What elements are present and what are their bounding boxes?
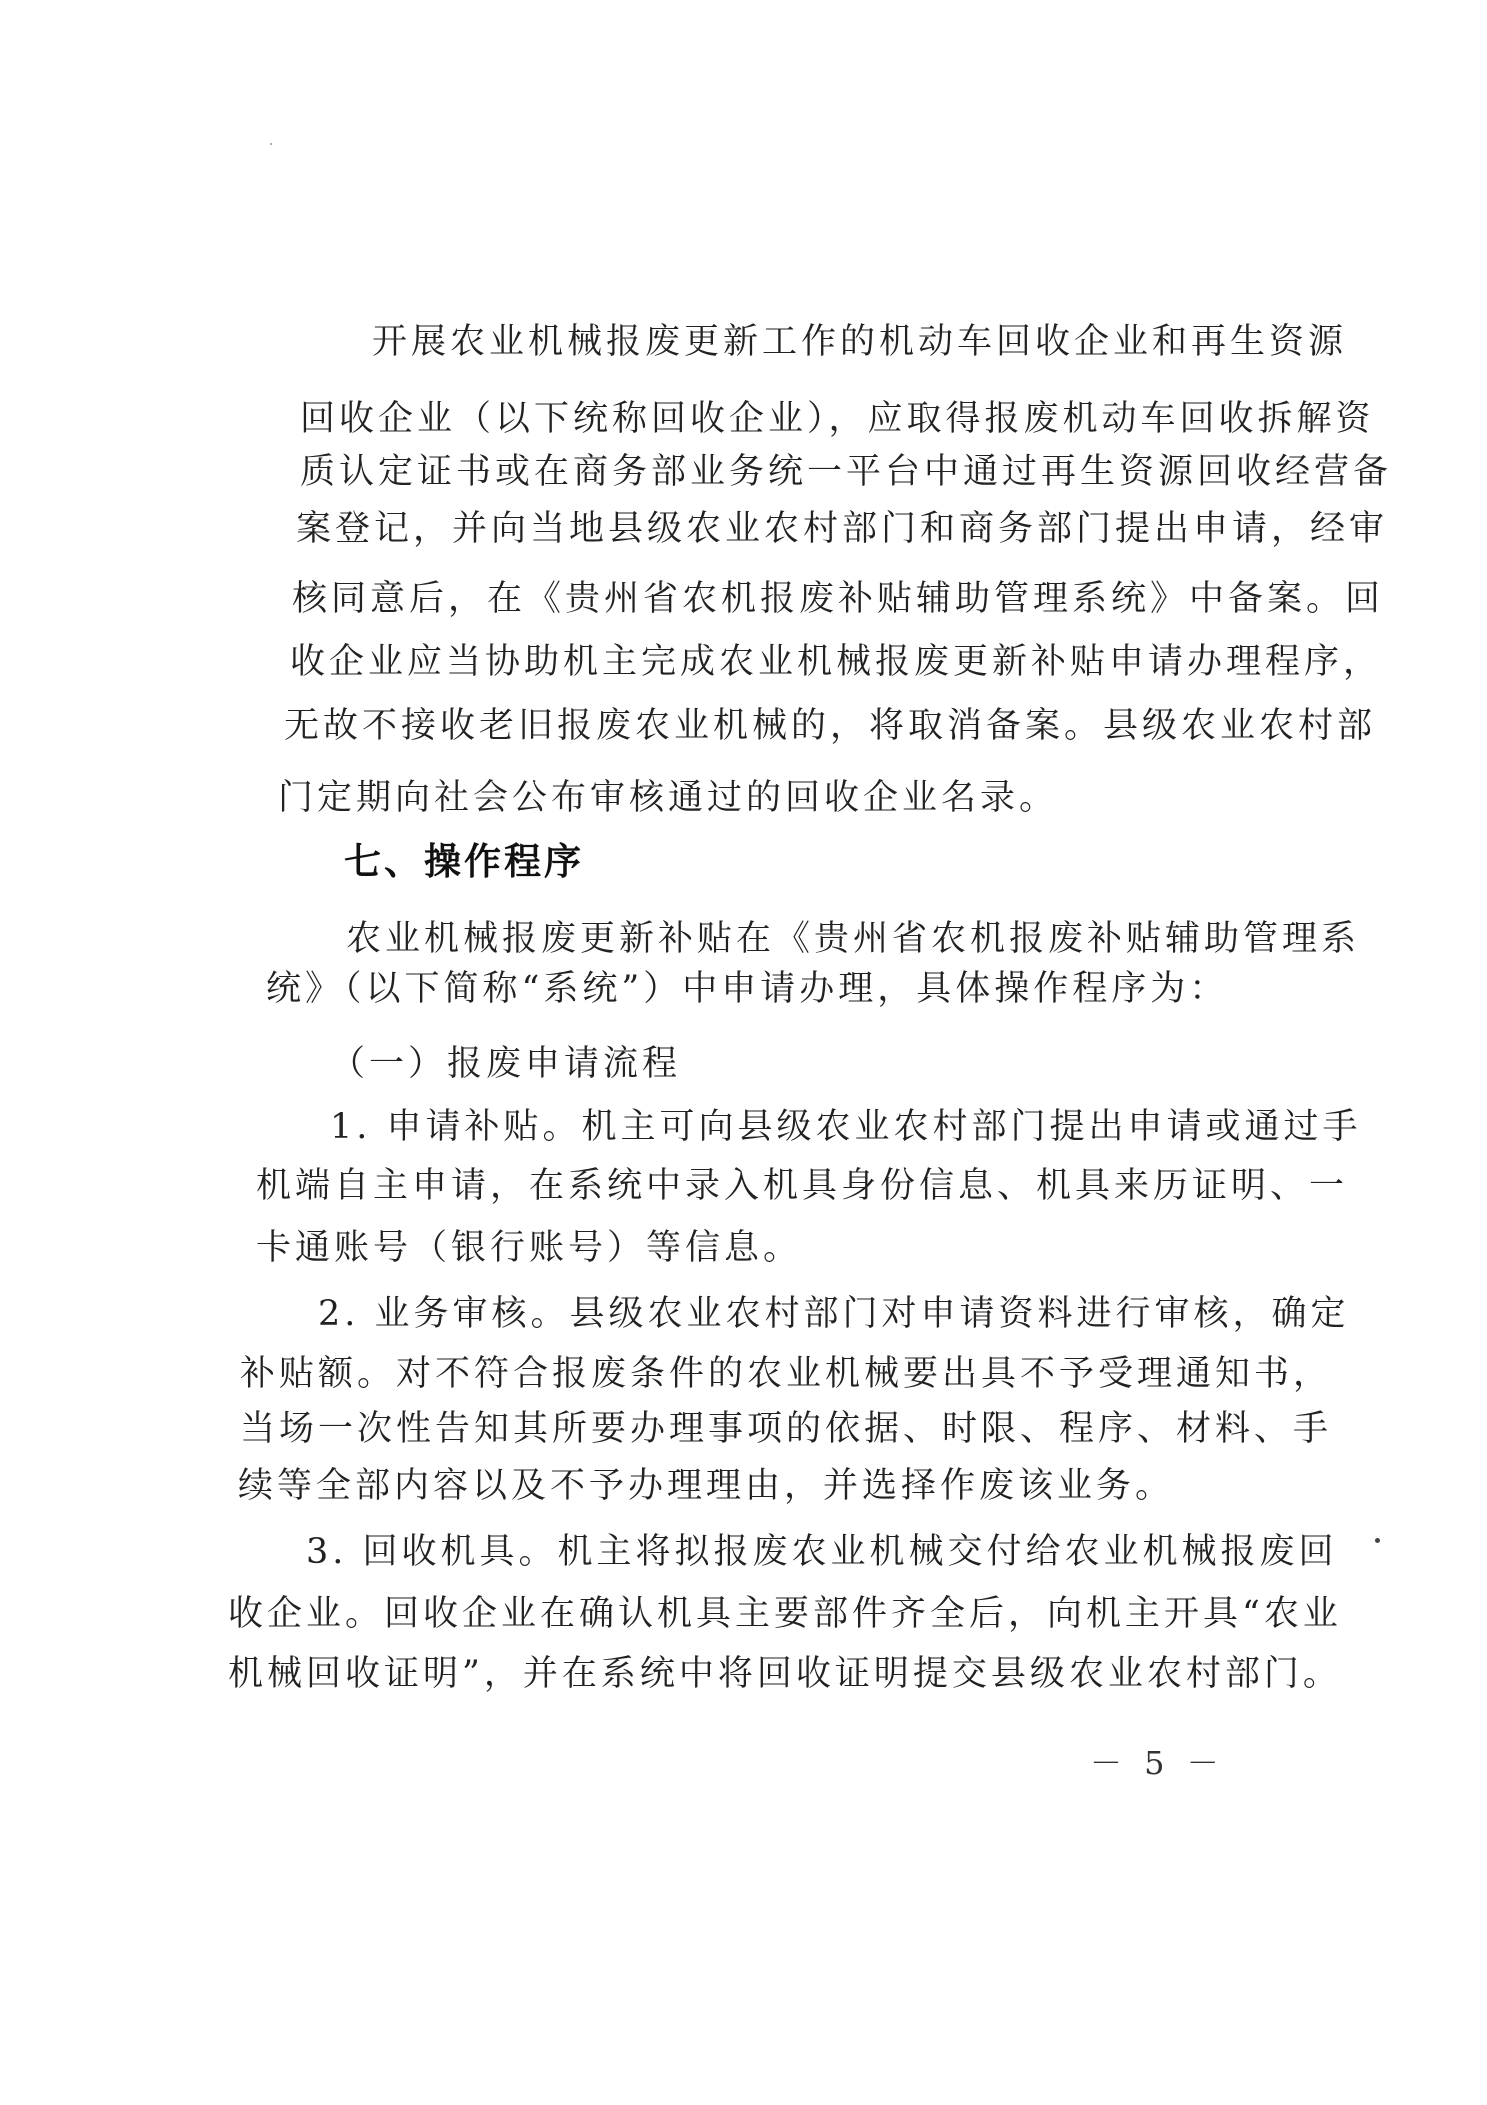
paragraph-line: 补贴额。对不符合报废条件的农业机械要出具不予受理通知书， (240, 1354, 1333, 1394)
paragraph-line: 机端自主申请，在系统中录入机具身份信息、机具来历证明、一 (256, 1166, 1349, 1206)
paragraph-line: 2. 业务审核。县级农业农村部门对申请资料进行审核，确定 (318, 1294, 1350, 1334)
paragraph-line: 质认定证书或在商务部业务统一平台中通过再生资源回收经营备 (300, 452, 1393, 492)
paragraph-line: 门定期向社会公布审核通过的回收企业名录。 (278, 778, 1059, 818)
paragraph-line: 案登记，并向当地县级农业农村部门和商务部门提出申请，经审 (296, 509, 1389, 549)
subsection-heading: （一）报废申请流程 (330, 1044, 682, 1084)
scan-speck (1375, 1538, 1380, 1543)
paragraph-line: 卡通账号（银行账号）等信息。 (256, 1228, 803, 1268)
scan-speck (270, 143, 272, 145)
paragraph-line: 收企业。回收企业在确认机具主要部件齐全后，向机主开具“农业 (228, 1594, 1342, 1634)
paragraph-line: 核同意后，在《贵州省农机报废补贴辅助管理系统》中备案。回 (292, 579, 1385, 619)
page-number: － 5 － (1090, 1744, 1225, 1782)
paragraph-line: 当场一次性告知其所要办理事项的依据、时限、程序、材料、手 (240, 1409, 1333, 1449)
paragraph-line: 收企业应当协助机主完成农业机械报废更新补贴申请办理程序， (290, 642, 1383, 682)
paragraph-line: 统》（以下简称“系统”）中申请办理，具体操作程序为： (266, 969, 1229, 1009)
paragraph-line: 3. 回收机具。机主将拟报废农业机械交付给农业机械报废回 (306, 1532, 1338, 1572)
paragraph-line: 续等全部内容以及不予办理理由，并选择作废该业务。 (238, 1466, 1175, 1506)
paragraph-line: 农业机械报废更新补贴在《贵州省农机报废补贴辅助管理系 (346, 919, 1361, 959)
paragraph-line: 机械回收证明”，并在系统中将回收证明提交县级农业农村部门。 (228, 1654, 1342, 1694)
paragraph-line: 1. 申请补贴。机主可向县级农业农村部门提出申请或通过手 (330, 1107, 1362, 1147)
paragraph-line: 回收企业（以下统称回收企业），应取得报废机动车回收拆解资 (300, 399, 1375, 439)
paragraph-line: 无故不接收老旧报废农业机械的，将取消备案。县级农业农村部 (284, 706, 1377, 746)
section-heading: 七、操作程序 (344, 840, 584, 883)
paragraph-line: 开展农业机械报废更新工作的机动车回收企业和再生资源 (372, 322, 1348, 362)
